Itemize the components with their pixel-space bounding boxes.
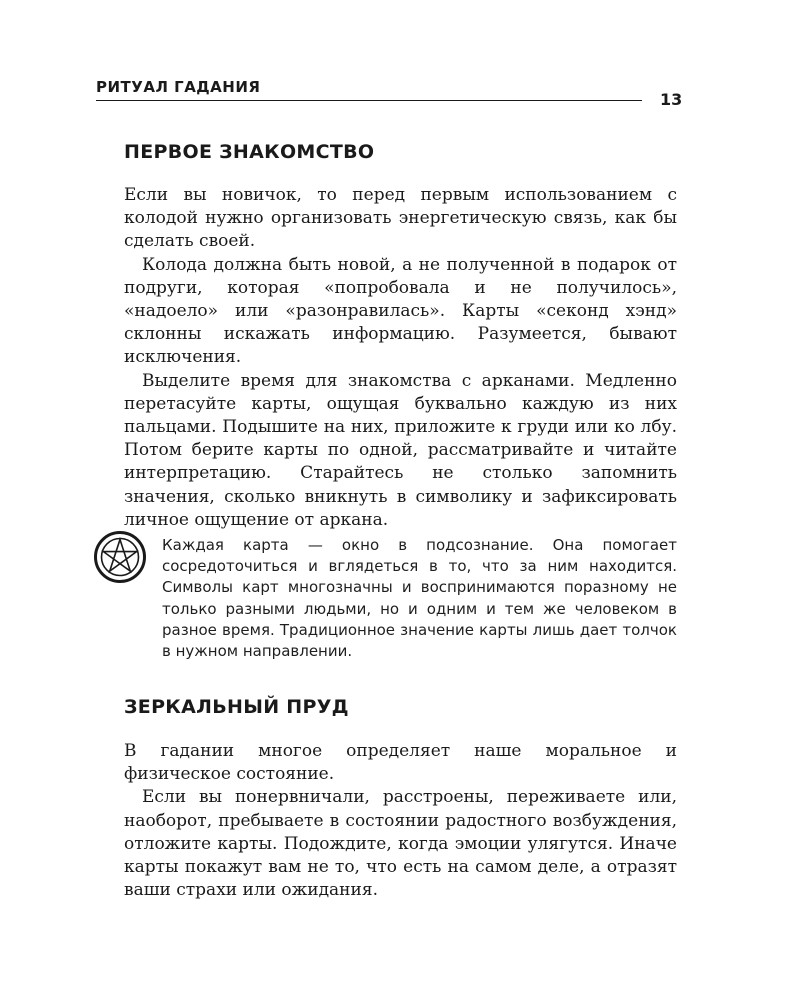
note-text: Каждая карта — окно в подсознание. Она помогает сосредоточиться и вглядеться в то, что за ним находится. Символы карт многозначны и воспринимаются поразному не только разными людьми, но и одним и тем же человеком в разное время. Традиционное значение карты лишь дает толчок в нужном направлении. [162,536,677,661]
running-head: РИТУАЛ ГАДАНИЯ [96,78,261,96]
paragraph: Если вы понервничали, расстроены, переживаете или, наоборот, пребываете в состоянии радостного возбуждения, отложите карты. Подождите, когда эмоции улягутся. Иначе карты покажут вам не то, что есть на самом деле, а отразят ваши страхи или ожидания. [124,787,677,901]
paragraph: В гадании многое определяет наше моральное и физическое состояние. [124,741,677,785]
section-title-first-acquaintance: ПЕРВОЕ ЗНАКОМСТВО [124,141,375,163]
note-callout [162,535,677,662]
pentagram-icon [93,530,147,584]
page-number: 13 [660,90,683,109]
header-rule [96,100,642,101]
section-body-first-acquaintance [124,184,677,532]
paragraph: Колода должна быть новой, а не полученной в подарок от подруги, которая «попробовала и не получилось», «надоело» или «разонравилась». Карты «секонд хэнд» склонны искажать информацию. Разумеется, бывают исключения. [124,254,677,368]
paragraph: Если вы новичок, то перед первым использованием с колодой нужно организовать энергетическую связь, как бы сделать своей. [124,185,677,252]
paragraph: Выделите время для знакомства с арканами. Медленно перетасуйте карты, ощущая буквально каждую из них пальцами. Подышите на них, приложите к груди или ко лбу. Потом берите карты по одной, рассматривайте и читайте интерпретацию. Старайтесь не столько запомнить значения, сколько вникнуть в символику и зафиксировать личное ощущение от аркана. [124,370,677,530]
section-body-mirror-pond [124,740,677,902]
section-title-mirror-pond: ЗЕРКАЛЬНЫЙ ПРУД [124,696,349,718]
